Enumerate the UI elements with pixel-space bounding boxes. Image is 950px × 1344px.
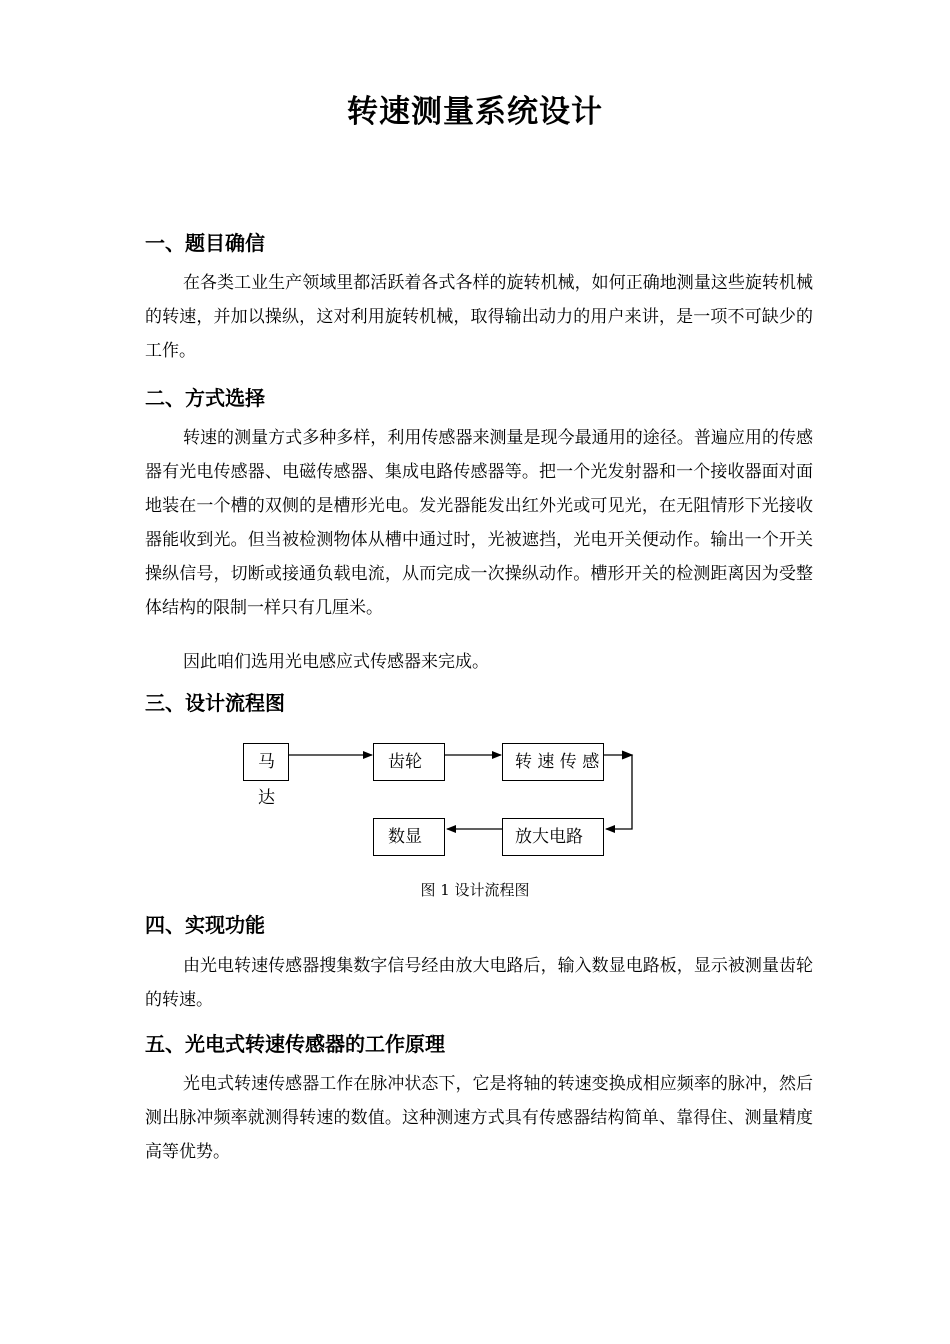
section-heading-3: 三、设计流程图 bbox=[145, 691, 285, 715]
arrow-sensor-to-amplifier bbox=[604, 755, 632, 829]
section-1-paragraph-1: 在各类工业生产领域里都活跃着各式各样的旋转机械，如何正确地测量这些旋转机械的转速，并加以操纵，这对利用旋转机械，取得输出动力的用户来讲，是一项不可缺少的工作。 bbox=[145, 273, 813, 361]
flowchart-node-motor: 马达 bbox=[243, 743, 289, 781]
figure-caption: 图 1 设计流程图 bbox=[420, 881, 530, 899]
section-heading-1: 一、题目确信 bbox=[145, 231, 265, 255]
section-heading-5: 五、光电式转速传感器的工作原理 bbox=[145, 1032, 445, 1056]
flowchart-node-amplifier: 放大电路 bbox=[502, 818, 604, 856]
arrowhead-sensor-right bbox=[622, 751, 632, 759]
document-title: 转速测量系统设计 bbox=[347, 94, 603, 130]
section-5-paragraph-1: 光电式转速传感器工作在脉冲状态下，它是将轴的转速变换成相应频率的脉冲，然后测出脉冲频率就测得转速的数值。这种测速方式具有传感器结构简单、靠得住、测量精度高等优势。 bbox=[145, 1074, 813, 1162]
flowchart-node-gear: 齿轮 bbox=[373, 743, 445, 781]
section-2-paragraph-2: 因此咱们选用光电感应式传感器来完成。 bbox=[183, 652, 489, 672]
section-4-paragraph-1: 由光电转速传感器搜集数字信号经由放大电路后，输入数显电路板，显示被测量齿轮的转速。 bbox=[145, 956, 813, 1010]
section-heading-4: 四、实现功能 bbox=[145, 913, 265, 937]
flowchart-node-speed-sensor: 转 速 传 感 bbox=[502, 743, 604, 781]
section-heading-2: 二、方式选择 bbox=[145, 386, 265, 410]
flowchart-node-display: 数显 bbox=[373, 818, 445, 856]
section-2-paragraph-1: 转速的测量方式多种多样，利用传感器来测量是现今最通用的途径。普遍应用的传感器有光电传感器、电磁传感器、集成电路传感器等。把一个光发射器和一个接收器面对面地装在一个槽的双侧的是槽形光电。发光器能发出红外光或可见光，在无阻情形下光接收器能收到光。但当被检测物体从槽中通过时，光被遮挡，光电开关便动作。输出一个开关操纵信号，切断或接通负载电流，从而完成一次操纵动作。槽形开关的检测距离因为受整体结构的限制一样只有几厘米。 bbox=[145, 428, 813, 618]
